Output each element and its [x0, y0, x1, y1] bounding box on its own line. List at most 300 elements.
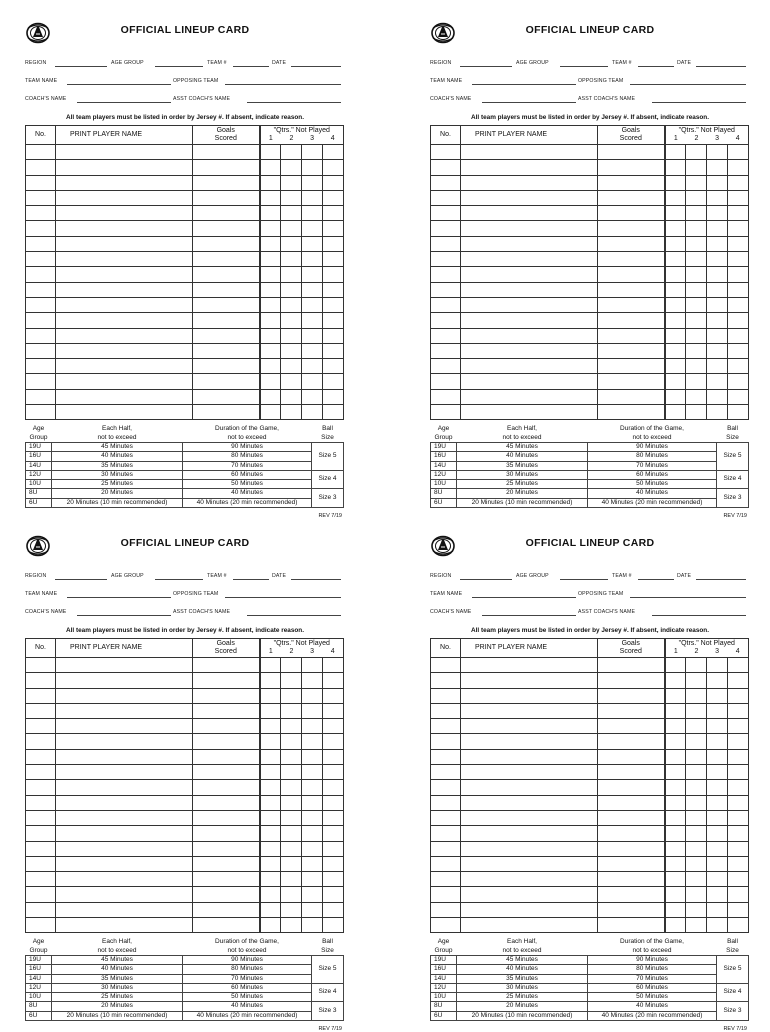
qtr-1-cell[interactable] [260, 688, 281, 703]
player-name-cell[interactable] [461, 405, 598, 420]
qtr-3-cell[interactable] [302, 688, 323, 703]
player-name-cell[interactable] [56, 236, 193, 251]
qtr-2-cell[interactable] [281, 282, 302, 297]
qtr-3-cell[interactable] [302, 765, 323, 780]
age-group-field[interactable] [560, 66, 608, 67]
qtr-2-cell[interactable] [281, 175, 302, 190]
qtr-4-cell[interactable] [728, 734, 749, 749]
qtr-1-cell[interactable] [665, 658, 686, 673]
qtr-4-cell[interactable] [323, 343, 344, 358]
qtr-4-cell[interactable] [728, 160, 749, 175]
jersey-number-cell[interactable] [26, 658, 56, 673]
qtr-2-cell[interactable] [281, 658, 302, 673]
team-name-field[interactable] [67, 84, 171, 85]
qtr-1-cell[interactable] [665, 160, 686, 175]
qtr-3-cell[interactable] [707, 673, 728, 688]
player-name-cell[interactable] [461, 810, 598, 825]
player-name-cell[interactable] [56, 841, 193, 856]
player-name-cell[interactable] [461, 206, 598, 221]
qtr-3-cell[interactable] [707, 267, 728, 282]
goals-scored-cell[interactable] [598, 688, 665, 703]
qtr-3-cell[interactable] [302, 252, 323, 267]
player-name-cell[interactable] [461, 703, 598, 718]
player-name-cell[interactable] [461, 252, 598, 267]
jersey-number-cell[interactable] [431, 872, 461, 887]
qtr-4-cell[interactable] [323, 328, 344, 343]
qtr-4-cell[interactable] [728, 297, 749, 312]
qtr-1-cell[interactable] [665, 810, 686, 825]
qtr-3-cell[interactable] [302, 810, 323, 825]
qtr-1-cell[interactable] [665, 856, 686, 871]
qtr-1-cell[interactable] [665, 175, 686, 190]
qtr-3-cell[interactable] [707, 918, 728, 933]
qtr-3-cell[interactable] [302, 658, 323, 673]
qtr-2-cell[interactable] [281, 252, 302, 267]
qtr-2-cell[interactable] [686, 719, 707, 734]
qtr-3-cell[interactable] [302, 856, 323, 871]
qtr-2-cell[interactable] [686, 902, 707, 917]
player-name-cell[interactable] [56, 780, 193, 795]
goals-scored-cell[interactable] [193, 359, 260, 374]
goals-scored-cell[interactable] [598, 887, 665, 902]
qtr-1-cell[interactable] [665, 313, 686, 328]
jersey-number-cell[interactable] [431, 389, 461, 404]
goals-scored-cell[interactable] [598, 343, 665, 358]
jersey-number-cell[interactable] [26, 405, 56, 420]
qtr-3-cell[interactable] [707, 749, 728, 764]
player-name-cell[interactable] [56, 297, 193, 312]
goals-scored-cell[interactable] [193, 810, 260, 825]
jersey-number-cell[interactable] [431, 810, 461, 825]
qtr-3-cell[interactable] [302, 795, 323, 810]
qtr-3-cell[interactable] [707, 282, 728, 297]
qtr-2-cell[interactable] [281, 795, 302, 810]
region-field[interactable] [55, 66, 107, 67]
jersey-number-cell[interactable] [431, 374, 461, 389]
qtr-2-cell[interactable] [686, 918, 707, 933]
qtr-4-cell[interactable] [728, 328, 749, 343]
jersey-number-cell[interactable] [431, 405, 461, 420]
qtr-1-cell[interactable] [665, 282, 686, 297]
qtr-3-cell[interactable] [707, 313, 728, 328]
jersey-number-cell[interactable] [431, 236, 461, 251]
jersey-number-cell[interactable] [26, 688, 56, 703]
qtr-2-cell[interactable] [281, 826, 302, 841]
qtr-1-cell[interactable] [665, 343, 686, 358]
region-field[interactable] [460, 66, 512, 67]
jersey-number-cell[interactable] [26, 343, 56, 358]
player-name-cell[interactable] [56, 795, 193, 810]
goals-scored-cell[interactable] [193, 795, 260, 810]
qtr-1-cell[interactable] [260, 780, 281, 795]
qtr-2-cell[interactable] [281, 719, 302, 734]
player-name-cell[interactable] [56, 282, 193, 297]
goals-scored-cell[interactable] [193, 749, 260, 764]
jersey-number-cell[interactable] [431, 343, 461, 358]
qtr-3-cell[interactable] [707, 389, 728, 404]
goals-scored-cell[interactable] [193, 780, 260, 795]
player-name-cell[interactable] [56, 826, 193, 841]
qtr-4-cell[interactable] [323, 389, 344, 404]
goals-scored-cell[interactable] [193, 688, 260, 703]
qtr-2-cell[interactable] [281, 734, 302, 749]
goals-scored-cell[interactable] [193, 328, 260, 343]
jersey-number-cell[interactable] [26, 145, 56, 160]
qtr-2-cell[interactable] [281, 765, 302, 780]
qtr-4-cell[interactable] [323, 872, 344, 887]
qtr-3-cell[interactable] [707, 145, 728, 160]
player-name-cell[interactable] [461, 297, 598, 312]
goals-scored-cell[interactable] [598, 389, 665, 404]
jersey-number-cell[interactable] [26, 359, 56, 374]
qtr-2-cell[interactable] [686, 236, 707, 251]
qtr-4-cell[interactable] [728, 313, 749, 328]
qtr-3-cell[interactable] [302, 190, 323, 205]
qtr-3-cell[interactable] [302, 359, 323, 374]
qtr-3-cell[interactable] [707, 856, 728, 871]
qtr-3-cell[interactable] [707, 221, 728, 236]
player-name-cell[interactable] [461, 313, 598, 328]
qtr-2-cell[interactable] [686, 206, 707, 221]
qtr-3-cell[interactable] [302, 841, 323, 856]
qtr-3-cell[interactable] [302, 719, 323, 734]
jersey-number-cell[interactable] [26, 703, 56, 718]
goals-scored-cell[interactable] [598, 282, 665, 297]
goals-scored-cell[interactable] [598, 297, 665, 312]
jersey-number-cell[interactable] [431, 826, 461, 841]
jersey-number-cell[interactable] [431, 267, 461, 282]
goals-scored-cell[interactable] [193, 343, 260, 358]
qtr-4-cell[interactable] [323, 252, 344, 267]
jersey-number-cell[interactable] [26, 780, 56, 795]
qtr-2-cell[interactable] [281, 206, 302, 221]
qtr-3-cell[interactable] [302, 389, 323, 404]
qtr-1-cell[interactable] [665, 267, 686, 282]
qtr-3-cell[interactable] [302, 780, 323, 795]
qtr-2-cell[interactable] [686, 765, 707, 780]
qtr-2-cell[interactable] [686, 190, 707, 205]
qtr-3-cell[interactable] [707, 190, 728, 205]
goals-scored-cell[interactable] [193, 236, 260, 251]
qtr-1-cell[interactable] [260, 703, 281, 718]
qtr-2-cell[interactable] [686, 313, 707, 328]
qtr-1-cell[interactable] [260, 313, 281, 328]
player-name-cell[interactable] [461, 780, 598, 795]
goals-scored-cell[interactable] [598, 328, 665, 343]
player-name-cell[interactable] [461, 734, 598, 749]
goals-scored-cell[interactable] [598, 780, 665, 795]
qtr-2-cell[interactable] [281, 328, 302, 343]
jersey-number-cell[interactable] [431, 719, 461, 734]
goals-scored-cell[interactable] [598, 374, 665, 389]
qtr-4-cell[interactable] [728, 282, 749, 297]
goals-scored-cell[interactable] [193, 405, 260, 420]
jersey-number-cell[interactable] [26, 252, 56, 267]
qtr-1-cell[interactable] [260, 343, 281, 358]
jersey-number-cell[interactable] [26, 389, 56, 404]
qtr-3-cell[interactable] [707, 374, 728, 389]
qtr-1-cell[interactable] [260, 328, 281, 343]
qtr-1-cell[interactable] [260, 887, 281, 902]
qtr-1-cell[interactable] [260, 282, 281, 297]
goals-scored-cell[interactable] [193, 826, 260, 841]
goals-scored-cell[interactable] [193, 734, 260, 749]
qtr-3-cell[interactable] [707, 405, 728, 420]
goals-scored-cell[interactable] [598, 749, 665, 764]
player-name-cell[interactable] [56, 175, 193, 190]
qtr-4-cell[interactable] [323, 236, 344, 251]
jersey-number-cell[interactable] [431, 734, 461, 749]
qtr-1-cell[interactable] [260, 389, 281, 404]
qtr-4-cell[interactable] [728, 780, 749, 795]
qtr-1-cell[interactable] [665, 841, 686, 856]
qtr-1-cell[interactable] [665, 252, 686, 267]
goals-scored-cell[interactable] [193, 872, 260, 887]
player-name-cell[interactable] [56, 252, 193, 267]
jersey-number-cell[interactable] [26, 374, 56, 389]
region-field[interactable] [460, 579, 512, 580]
team-number-field[interactable] [638, 66, 674, 67]
qtr-3-cell[interactable] [302, 918, 323, 933]
date-field[interactable] [291, 66, 341, 67]
asst-coach-name-field[interactable] [652, 102, 746, 103]
jersey-number-cell[interactable] [431, 780, 461, 795]
qtr-2-cell[interactable] [281, 780, 302, 795]
goals-scored-cell[interactable] [193, 175, 260, 190]
player-name-cell[interactable] [461, 160, 598, 175]
team-number-field[interactable] [233, 66, 269, 67]
qtr-2-cell[interactable] [281, 887, 302, 902]
qtr-3-cell[interactable] [302, 673, 323, 688]
qtr-4-cell[interactable] [323, 841, 344, 856]
qtr-2-cell[interactable] [686, 826, 707, 841]
jersey-number-cell[interactable] [431, 221, 461, 236]
qtr-3-cell[interactable] [302, 328, 323, 343]
qtr-3-cell[interactable] [707, 703, 728, 718]
jersey-number-cell[interactable] [431, 297, 461, 312]
qtr-2-cell[interactable] [686, 872, 707, 887]
team-name-field[interactable] [472, 597, 576, 598]
qtr-2-cell[interactable] [281, 673, 302, 688]
player-name-cell[interactable] [56, 190, 193, 205]
qtr-2-cell[interactable] [281, 872, 302, 887]
jersey-number-cell[interactable] [26, 221, 56, 236]
goals-scored-cell[interactable] [193, 267, 260, 282]
qtr-2-cell[interactable] [686, 221, 707, 236]
asst-coach-name-field[interactable] [652, 615, 746, 616]
qtr-1-cell[interactable] [260, 810, 281, 825]
qtr-4-cell[interactable] [728, 795, 749, 810]
goals-scored-cell[interactable] [193, 389, 260, 404]
qtr-1-cell[interactable] [665, 688, 686, 703]
opposing-team-field[interactable] [630, 597, 746, 598]
qtr-2-cell[interactable] [686, 297, 707, 312]
jersey-number-cell[interactable] [431, 190, 461, 205]
jersey-number-cell[interactable] [431, 252, 461, 267]
goals-scored-cell[interactable] [598, 658, 665, 673]
qtr-3-cell[interactable] [707, 872, 728, 887]
goals-scored-cell[interactable] [598, 405, 665, 420]
player-name-cell[interactable] [56, 206, 193, 221]
qtr-1-cell[interactable] [260, 918, 281, 933]
qtr-3-cell[interactable] [707, 826, 728, 841]
jersey-number-cell[interactable] [431, 673, 461, 688]
qtr-3-cell[interactable] [707, 902, 728, 917]
qtr-3-cell[interactable] [302, 374, 323, 389]
goals-scored-cell[interactable] [193, 252, 260, 267]
qtr-4-cell[interactable] [728, 673, 749, 688]
qtr-3-cell[interactable] [707, 297, 728, 312]
jersey-number-cell[interactable] [26, 719, 56, 734]
qtr-2-cell[interactable] [686, 887, 707, 902]
qtr-3-cell[interactable] [707, 780, 728, 795]
jersey-number-cell[interactable] [431, 795, 461, 810]
jersey-number-cell[interactable] [431, 282, 461, 297]
qtr-2-cell[interactable] [281, 267, 302, 282]
asst-coach-name-field[interactable] [247, 102, 341, 103]
qtr-4-cell[interactable] [323, 902, 344, 917]
player-name-cell[interactable] [56, 734, 193, 749]
qtr-4-cell[interactable] [323, 374, 344, 389]
qtr-2-cell[interactable] [281, 902, 302, 917]
goals-scored-cell[interactable] [598, 795, 665, 810]
player-name-cell[interactable] [461, 856, 598, 871]
goals-scored-cell[interactable] [598, 856, 665, 871]
qtr-3-cell[interactable] [707, 359, 728, 374]
qtr-3-cell[interactable] [707, 841, 728, 856]
qtr-4-cell[interactable] [728, 887, 749, 902]
qtr-2-cell[interactable] [686, 810, 707, 825]
player-name-cell[interactable] [461, 826, 598, 841]
qtr-3-cell[interactable] [707, 160, 728, 175]
goals-scored-cell[interactable] [598, 313, 665, 328]
qtr-3-cell[interactable] [302, 175, 323, 190]
qtr-4-cell[interactable] [728, 902, 749, 917]
qtr-4-cell[interactable] [323, 734, 344, 749]
qtr-2-cell[interactable] [281, 405, 302, 420]
jersey-number-cell[interactable] [431, 902, 461, 917]
qtr-3-cell[interactable] [302, 236, 323, 251]
qtr-3-cell[interactable] [707, 175, 728, 190]
qtr-1-cell[interactable] [260, 252, 281, 267]
goals-scored-cell[interactable] [193, 673, 260, 688]
qtr-2-cell[interactable] [281, 160, 302, 175]
qtr-1-cell[interactable] [665, 734, 686, 749]
qtr-1-cell[interactable] [260, 856, 281, 871]
player-name-cell[interactable] [461, 887, 598, 902]
region-field[interactable] [55, 579, 107, 580]
player-name-cell[interactable] [56, 343, 193, 358]
qtr-4-cell[interactable] [323, 826, 344, 841]
goals-scored-cell[interactable] [598, 841, 665, 856]
qtr-1-cell[interactable] [260, 658, 281, 673]
jersey-number-cell[interactable] [26, 887, 56, 902]
age-group-field[interactable] [155, 579, 203, 580]
player-name-cell[interactable] [56, 389, 193, 404]
qtr-1-cell[interactable] [260, 841, 281, 856]
player-name-cell[interactable] [56, 673, 193, 688]
qtr-4-cell[interactable] [323, 703, 344, 718]
jersey-number-cell[interactable] [431, 688, 461, 703]
qtr-4-cell[interactable] [728, 703, 749, 718]
qtr-1-cell[interactable] [665, 374, 686, 389]
qtr-1-cell[interactable] [665, 221, 686, 236]
qtr-4-cell[interactable] [728, 252, 749, 267]
goals-scored-cell[interactable] [598, 719, 665, 734]
qtr-4-cell[interactable] [323, 221, 344, 236]
player-name-cell[interactable] [56, 658, 193, 673]
qtr-4-cell[interactable] [323, 160, 344, 175]
qtr-4-cell[interactable] [728, 405, 749, 420]
player-name-cell[interactable] [56, 902, 193, 917]
jersey-number-cell[interactable] [431, 145, 461, 160]
qtr-1-cell[interactable] [260, 872, 281, 887]
qtr-4-cell[interactable] [728, 236, 749, 251]
player-name-cell[interactable] [461, 719, 598, 734]
player-name-cell[interactable] [461, 236, 598, 251]
goals-scored-cell[interactable] [193, 160, 260, 175]
qtr-3-cell[interactable] [302, 887, 323, 902]
opposing-team-field[interactable] [225, 597, 341, 598]
qtr-4-cell[interactable] [728, 359, 749, 374]
goals-scored-cell[interactable] [598, 236, 665, 251]
qtr-1-cell[interactable] [665, 206, 686, 221]
qtr-4-cell[interactable] [323, 282, 344, 297]
qtr-4-cell[interactable] [323, 145, 344, 160]
player-name-cell[interactable] [461, 765, 598, 780]
qtr-2-cell[interactable] [686, 282, 707, 297]
goals-scored-cell[interactable] [598, 145, 665, 160]
goals-scored-cell[interactable] [193, 719, 260, 734]
player-name-cell[interactable] [461, 749, 598, 764]
jersey-number-cell[interactable] [26, 328, 56, 343]
qtr-4-cell[interactable] [728, 765, 749, 780]
qtr-2-cell[interactable] [281, 389, 302, 404]
qtr-2-cell[interactable] [686, 734, 707, 749]
qtr-4-cell[interactable] [728, 872, 749, 887]
player-name-cell[interactable] [461, 145, 598, 160]
age-group-field[interactable] [155, 66, 203, 67]
qtr-1-cell[interactable] [665, 872, 686, 887]
player-name-cell[interactable] [56, 688, 193, 703]
qtr-4-cell[interactable] [323, 887, 344, 902]
qtr-4-cell[interactable] [323, 673, 344, 688]
qtr-3-cell[interactable] [707, 328, 728, 343]
qtr-1-cell[interactable] [665, 765, 686, 780]
player-name-cell[interactable] [461, 175, 598, 190]
opposing-team-field[interactable] [225, 84, 341, 85]
qtr-2-cell[interactable] [281, 810, 302, 825]
player-name-cell[interactable] [461, 282, 598, 297]
player-name-cell[interactable] [56, 872, 193, 887]
qtr-1-cell[interactable] [260, 297, 281, 312]
qtr-2-cell[interactable] [686, 703, 707, 718]
qtr-1-cell[interactable] [260, 359, 281, 374]
qtr-2-cell[interactable] [686, 749, 707, 764]
player-name-cell[interactable] [56, 267, 193, 282]
qtr-2-cell[interactable] [686, 780, 707, 795]
jersey-number-cell[interactable] [431, 313, 461, 328]
goals-scored-cell[interactable] [598, 267, 665, 282]
qtr-3-cell[interactable] [707, 236, 728, 251]
qtr-2-cell[interactable] [281, 313, 302, 328]
goals-scored-cell[interactable] [598, 810, 665, 825]
jersey-number-cell[interactable] [26, 175, 56, 190]
qtr-1-cell[interactable] [260, 374, 281, 389]
player-name-cell[interactable] [461, 190, 598, 205]
goals-scored-cell[interactable] [193, 658, 260, 673]
qtr-2-cell[interactable] [686, 175, 707, 190]
